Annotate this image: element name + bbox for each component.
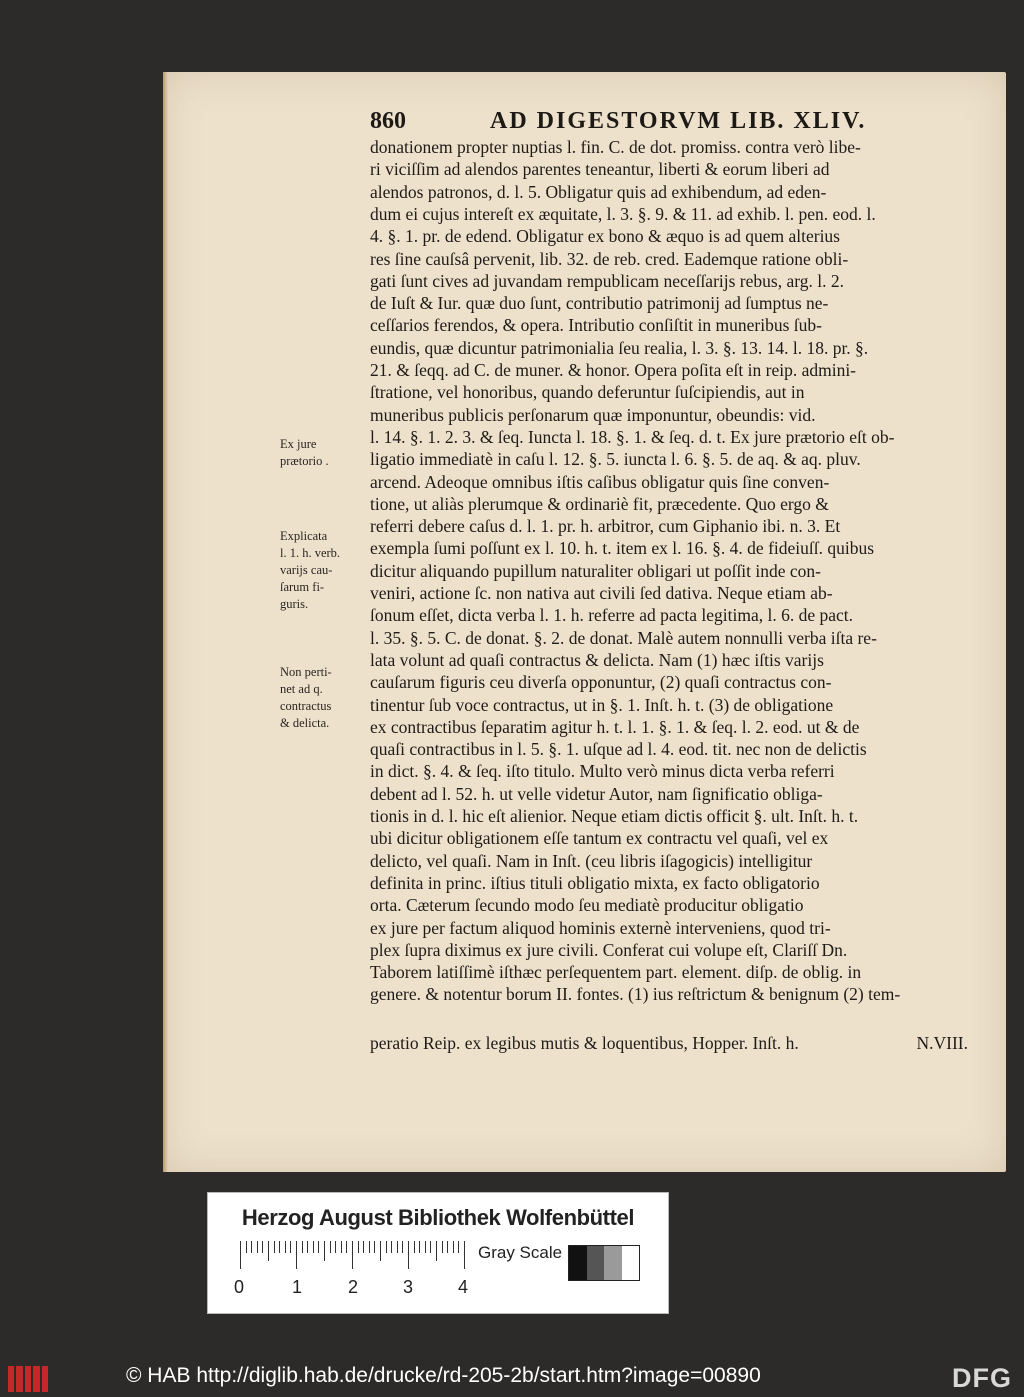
ruler-tick xyxy=(290,1241,291,1253)
text-line: alendos patronos, d. l. 5. Obligatur quis ad exhibendum, ad eden- xyxy=(370,181,827,202)
text-line: res ſine cauſsâ pervenit, lib. 32. de reb. cred. Eademque ratione obli- xyxy=(370,248,849,269)
ruler-number: 1 xyxy=(292,1277,303,1297)
ruler-tick xyxy=(402,1241,403,1253)
ruler-tick xyxy=(262,1241,263,1253)
text-line: de Iuſt & Iur. quæ duo ſunt, contributio patrimonij ad ſumptus ne- xyxy=(370,293,829,314)
marginal-note-line: ſarum fi- xyxy=(280,580,325,594)
ruler-tick xyxy=(414,1241,415,1253)
marginal-note-line: varijs cau- xyxy=(280,563,333,577)
ruler-tick xyxy=(397,1241,398,1253)
ruler-number: 3 xyxy=(403,1277,414,1297)
ruler-tick xyxy=(246,1241,247,1253)
text-line: delicto, vel quaſi. Nam in Inſt. (ceu libris iſagogicis) intelligitur xyxy=(370,850,813,871)
last-line xyxy=(370,1031,980,1055)
text-line: tionis in d. l. hic eſt alienior. Neque etiam dictis officit §. ult. Inſt. h. t. xyxy=(370,806,859,826)
ruler-tick xyxy=(425,1241,426,1253)
dfg-logo: DFG xyxy=(952,1363,1012,1393)
text-line: tinentur ſub voce contractus, ut in §. 1. Inſt. h. t. (3) de obligatione xyxy=(370,694,834,715)
ruler-tick xyxy=(386,1241,387,1253)
text-line: ex contractibus ſeparatim agitur h. t. l. 1. §. 1. & ſeq. l. 2. eod. ut & de xyxy=(370,716,860,737)
ruler-tick xyxy=(274,1241,275,1253)
marginal-note-line: net ad q. xyxy=(280,682,323,696)
text-line: debent ad l. 52. h. ut velle videtur Autor, nam ſignificatio obliga- xyxy=(370,783,823,804)
ruler-tick xyxy=(330,1241,331,1253)
text-line: ſonum eſſet, dicta verba l. 1. h. referre ad pacta legitima, l. 6. de pact. xyxy=(370,605,853,626)
ruler-tick xyxy=(374,1241,375,1253)
ruler-tick xyxy=(307,1241,308,1253)
ruler-tick xyxy=(302,1241,303,1253)
ruler-tick xyxy=(251,1241,252,1253)
ruler-number: 2 xyxy=(348,1277,359,1297)
text-line: Taborem latiſſimè iſthæc perſequentem part. element. diſp. de oblig. in xyxy=(370,962,862,983)
ruler-tick xyxy=(419,1241,420,1253)
text-line: genere. & notentur borum II. fontes. (1) ius reſtrictum & benignum (2) tem- xyxy=(370,984,901,1005)
ruler-tick xyxy=(442,1241,443,1253)
ruler-tick xyxy=(296,1241,297,1269)
ruler-tick xyxy=(285,1241,286,1253)
ruler-number: 0 xyxy=(234,1277,245,1297)
ruler-tick xyxy=(453,1241,454,1253)
ruler-tick xyxy=(436,1241,437,1261)
ruler-tick xyxy=(346,1241,347,1253)
text-line: ex jure per factum aliquod hominis externè interveniens, quod tri- xyxy=(370,917,831,938)
text-line: plex ſupra diximus ex jure civili. Conferat cui volupe eſt, Clariſſ Dn. xyxy=(370,939,848,960)
text-line: cauſarum figuris ceu diverſa opponuntur, (2) quaſi contractus con- xyxy=(370,672,832,693)
ruler-tick xyxy=(447,1241,448,1253)
running-title: AD DIGESTORVM LIB. XLIV. xyxy=(490,108,867,134)
text-line: ligatio immediatè in caſu l. 12. §. 5. iuncta l. 6. §. 5. de aq. & aq. pluv. xyxy=(370,449,861,470)
gray-scale-swatches xyxy=(568,1245,640,1281)
text-line: 4. §. 1. pr. de edend. Obligatur ex bono & æquo is ad quem alterius xyxy=(370,226,840,247)
text-line: l. 35. §. 5. C. de donat. §. 2. de donat. Malè autem nonnulli verba iſta re- xyxy=(370,627,877,648)
ruler-tick xyxy=(369,1241,370,1253)
text-line: l. 14. §. 1. 2. 3. & ſeq. Iuncta l. 18. §. 1. & ſeq. d. t. Ex jure prætorio eſt ob- xyxy=(370,426,895,447)
library-name: Herzog August Bibliothek Wolfenbüttel xyxy=(241,1205,635,1230)
marginal-note-line: l. 1. h. verb. xyxy=(280,546,341,560)
marginal-note-line: prætorio . xyxy=(280,454,329,468)
text-line: gati ſunt cives ad juvandam rempublicam neceſſarijs rebus, arg. l. 2. xyxy=(370,270,844,291)
ruler-tick xyxy=(335,1241,336,1253)
text-line: quaſi contractibus in l. 5. §. 1. uſque ad l. 4. eod. tit. nec non de delictis xyxy=(370,739,867,760)
ruler-tick xyxy=(430,1241,431,1253)
text-line: referri debere caſus d. l. 1. pr. h. arbitror, cum Giphanio ibi. n. 3. Et xyxy=(370,516,841,537)
marginal-note-line: contractus xyxy=(280,699,332,713)
text-line: ubi dicitur obligationem eſſe tantum ex contractu vel quaſi, vel ex xyxy=(370,828,829,849)
gray-swatch xyxy=(569,1246,587,1280)
ruler-tick xyxy=(324,1241,325,1261)
marginal-note-line: Non perti- xyxy=(280,665,332,679)
text-line: ceſſarios ferendos, & opera. Intributio conſiſtit in muneribus ſub- xyxy=(370,315,822,336)
last-text-line: peratio Reip. ex legibus mutis & loquentibus, Hopper. Inſt. h. xyxy=(370,1033,799,1053)
marginal-note-line: Explicata xyxy=(280,529,328,543)
marginal-note-line: Ex jure xyxy=(280,437,317,451)
marginal-note-line: & delicta. xyxy=(280,716,330,730)
gray-swatch xyxy=(622,1246,640,1280)
ruler-tick xyxy=(363,1241,364,1253)
color-reference-card xyxy=(207,1192,669,1314)
ruler-tick xyxy=(318,1241,319,1253)
text-line: ri viciſſim ad alendos parentes teneantur, liberti & eorum liberi ad xyxy=(370,159,830,180)
ruler-tick xyxy=(268,1241,269,1261)
text-line: exempla ſumi poſſunt ex l. 10. h. t. item ex l. 16. §. 4. de fideiuſſ. quibus xyxy=(370,538,875,559)
ruler-tick xyxy=(358,1241,359,1253)
text-line: muneribus publicis perſonarum quæ imponuntur, obeundis: vid. xyxy=(370,404,816,425)
text-line: in dict. §. 4. & ſeq. iſto titulo. Multo verò minus dicta verba referri xyxy=(370,761,835,782)
catchword: N.VIII. xyxy=(916,1033,968,1053)
ruler-tick xyxy=(341,1241,342,1253)
text-line: ſtratione, vel honoribus, quando deferuntur ſuſcipiendis, aut in xyxy=(370,382,805,403)
text-line: 21. & ſeqq. ad C. de muner. & honor. Opera poſita eſt in reip. admini- xyxy=(370,360,857,380)
text-line: donationem propter nuptias l. fin. C. de dot. promiss. contra verò libe- xyxy=(370,137,861,157)
ruler-scale xyxy=(240,1241,472,1269)
ruler-tick xyxy=(352,1241,353,1269)
ruler-tick xyxy=(458,1241,459,1253)
marginal-note-line: guris. xyxy=(280,597,309,611)
hab-logo-icon xyxy=(8,1366,48,1392)
text-line: lata volunt ad quaſi contractus & delicta. Nam (1) hæc iſtis varijs xyxy=(370,649,824,670)
ruler-tick xyxy=(257,1241,258,1253)
ruler-tick xyxy=(313,1241,314,1253)
text-line: definita in princ. iſtius tituli obligatio mixta, ex facto obligatorio xyxy=(370,872,820,893)
copyright-link[interactable]: © HAB http://diglib.hab.de/drucke/rd-205-2b/start.htm?image=00890 xyxy=(126,1364,761,1387)
ruler-tick xyxy=(279,1241,280,1253)
ruler-tick xyxy=(240,1241,241,1269)
text-line: dicitur aliquando pupillum naturaliter obligari ut poſſit inde con- xyxy=(370,560,822,581)
gray-swatch xyxy=(587,1246,605,1280)
gray-scale-label: Gray Scale xyxy=(478,1243,563,1262)
ruler-tick xyxy=(464,1241,465,1269)
ruler-tick xyxy=(408,1241,409,1269)
page-gutter-shadow xyxy=(163,72,168,1172)
ruler-number: 4 xyxy=(458,1277,469,1297)
ruler-tick xyxy=(380,1241,381,1261)
text-line: dum ei cujus intereſt ex æquitate, l. 3. §. 9. & 11. ad exhib. l. pen. eod. l. xyxy=(370,203,876,224)
gray-swatch xyxy=(604,1246,622,1280)
text-line: veniri, actione ſc. non nativa aut civili ſed dativa. Neque etiam ab- xyxy=(370,583,833,603)
text-line: arcend. Adeoque omnibus iſtis caſibus obligatur quis ſine conven- xyxy=(370,471,830,492)
page-number: 860 xyxy=(370,108,406,134)
text-line: eundis, quæ dicuntur patrimonialia ſeu realia, l. 3. §. 13. 14. l. 18. pr. §. xyxy=(370,337,869,358)
text-line: tione, ut aliàs plerumque & ordinariè fit, præcedente. Quo ergo & xyxy=(370,493,829,514)
text-line: orta. Cæterum ſecundo modo ſeu mediatè producitur obligatio xyxy=(370,895,804,916)
ruler-tick xyxy=(391,1241,392,1253)
footer-bar xyxy=(0,1360,1024,1397)
